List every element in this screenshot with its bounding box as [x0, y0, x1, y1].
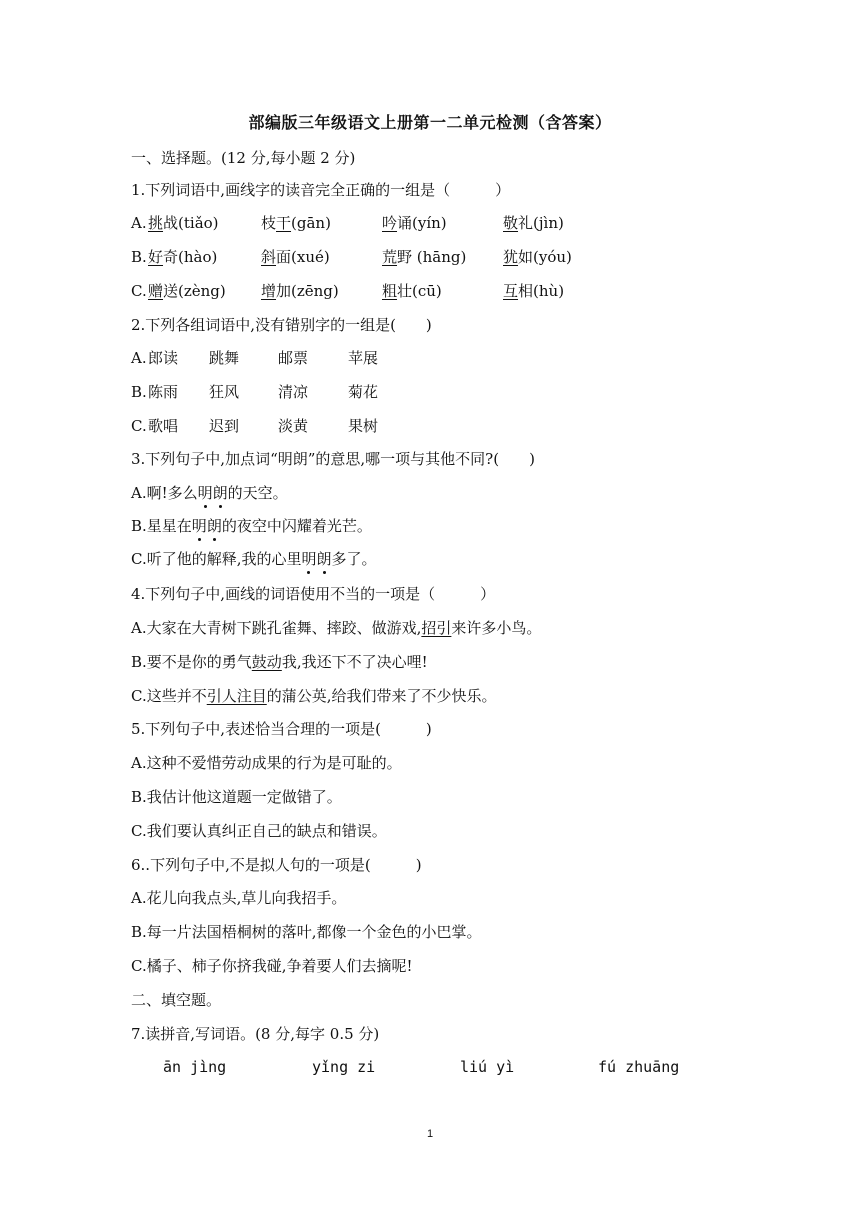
option-word: 粗壮(cū) [382, 282, 442, 300]
section-heading-fill-in: 二、填空题。 [131, 991, 222, 1009]
option-label: B. [131, 383, 147, 401]
option-word: 好奇(hào) [148, 248, 218, 266]
option-label: C. [131, 417, 147, 435]
option-word: 犹如(yóu) [503, 248, 572, 266]
question-4-option-b: B.要不是你的勇气鼓动我,我还下不了决心哩! [131, 653, 428, 671]
option-label: A. [131, 214, 147, 232]
option-word: 苹展 [348, 349, 379, 367]
option-word: 菊花 [348, 383, 379, 401]
question-1-option-c [131, 281, 771, 301]
question-6-option-b: B.每一片法国梧桐树的落叶,都像一个金色的小巴掌。 [131, 923, 482, 941]
option-word: 邮票 [278, 349, 309, 367]
question-2-option-c [131, 416, 771, 436]
option-word: 迟到 [209, 417, 240, 435]
question-5-option-b: B.我估计他这道题一定做错了。 [131, 788, 342, 806]
question-5-option-c: C.我们要认真纠正自己的缺点和错误。 [131, 822, 387, 840]
question-6-option-c: C.橘子、柿子你挤我碰,争着要人们去摘呢! [131, 957, 413, 975]
question-3-stem: 3.下列句子中,加点词“明朗”的意思,哪一项与其他不同?( ) [131, 450, 535, 468]
option-word: 赠送(zèng) [148, 282, 226, 300]
pinyin-item: fú zhuāng [598, 1058, 680, 1076]
question-5-option-a: A.这种不爱惜劳动成果的行为是可耻的。 [131, 754, 402, 772]
page-title: 部编版三年级语文上册第一二单元检测（含答案） [248, 113, 612, 132]
section-heading-choice: 一、选择题。(12 分,每小题 2 分) [131, 149, 356, 167]
pinyin-item: liú yì [460, 1058, 515, 1076]
question-2-stem: 2.下列各组词语中,没有错别字的一组是( ) [131, 316, 432, 334]
option-word: 陈雨 [148, 383, 179, 401]
option-word: 斜面(xué) [261, 248, 330, 266]
option-word: 清凉 [278, 383, 309, 401]
question-2-option-b [131, 382, 771, 402]
pinyin-item: ān jìng [163, 1058, 227, 1076]
option-word: 荒野 (hāng) [382, 248, 467, 266]
option-word: 跳舞 [209, 349, 240, 367]
question-3-option-a: A.啊!多么明朗的天空。 [131, 484, 288, 502]
question-6-option-a: A.花儿向我点头,草儿向我招手。 [131, 889, 347, 907]
question-3-option-c: C.听了他的解释,我的心里明朗多了。 [131, 550, 377, 568]
question-3-option-b: B.星星在明朗的夜空中闪耀着光芒。 [131, 517, 372, 535]
question-7-pinyin-row [0, 1058, 860, 1078]
question-7-stem: 7.读拼音,写词语。(8 分,每字 0.5 分) [131, 1025, 380, 1043]
question-4-option-c: C.这些并不引人注目的蒲公英,给我们带来了不少快乐。 [131, 687, 497, 705]
option-word: 敬礼(jìn) [503, 214, 564, 232]
question-4-option-a: A.大家在大青树下跳孔雀舞、摔跤、做游戏,招引来许多小鸟。 [131, 619, 542, 637]
option-word: 郎读 [148, 349, 179, 367]
option-word: 吟诵(yín) [382, 214, 447, 232]
page-number: 1 [426, 1128, 434, 1140]
option-word: 增加(zēng) [261, 282, 339, 300]
option-word: 狂风 [209, 383, 240, 401]
option-word: 果树 [348, 417, 379, 435]
question-2-option-a [131, 348, 771, 368]
option-label: C. [131, 282, 147, 300]
question-5-stem: 5.下列句子中,表述恰当合理的一项是( ) [131, 720, 432, 738]
question-4-stem: 4.下列句子中,画线的词语使用不当的一项是（ ） [131, 585, 496, 603]
question-1-stem: 1.下列词语中,画线字的读音完全正确的一组是（ ） [131, 181, 511, 199]
option-word: 歌唱 [148, 417, 179, 435]
question-1-option-b [131, 247, 771, 267]
option-word: 挑战(tiǎo) [148, 214, 219, 232]
question-1-option-a [131, 213, 771, 233]
option-label: A. [131, 349, 147, 367]
option-label: B. [131, 248, 147, 266]
pinyin-item: yǐng zi [312, 1058, 376, 1076]
option-word: 互相(hù) [503, 282, 565, 300]
question-6-stem: 6..下列句子中,不是拟人句的一项是( ) [131, 856, 422, 874]
option-word: 淡黄 [278, 417, 309, 435]
option-word: 枝干(gān) [261, 214, 331, 232]
